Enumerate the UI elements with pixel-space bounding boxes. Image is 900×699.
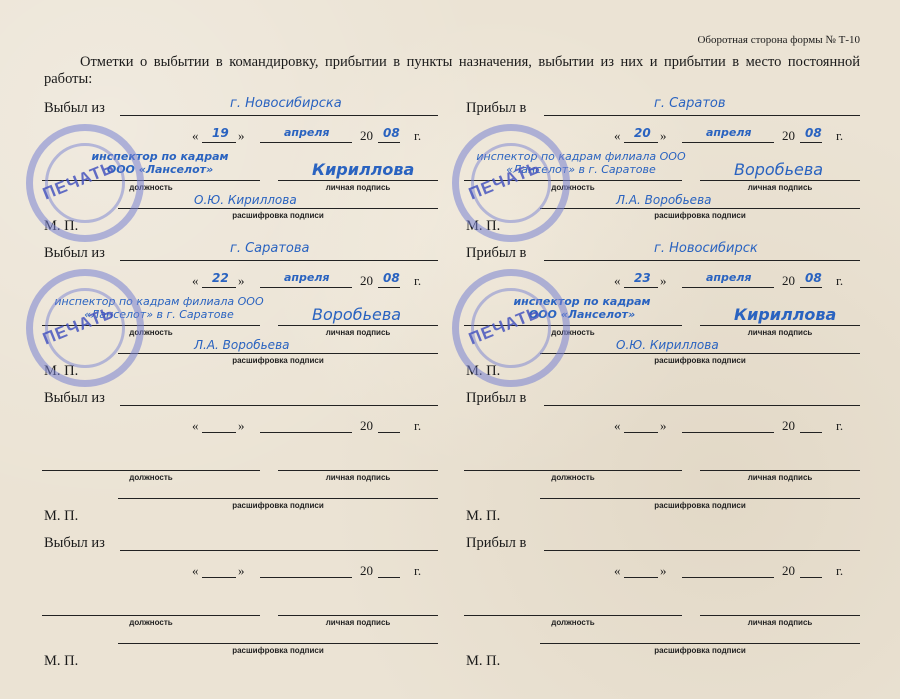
departed-4-position-caption: должность [129,618,173,627]
departed-2-position: инспектор по кадрам филиала ООО «Ланселот» в г. Саратове [54,295,264,321]
arrived-1-open-quote: « [614,128,621,143]
departed-4-signature-caption: личная подпись [325,618,391,627]
stamp-text: ПЕЧАТЬ [40,302,118,349]
departed-2-signature: Воробьева [312,305,402,324]
departed-4-label: Выбыл из [44,535,105,551]
departed-2-close-quote: » [238,273,245,288]
departed-2-mp: М. П. [44,363,79,379]
arrived-4-year-suffix: г. [836,563,844,578]
arrived-2-month-line[interactable] [682,287,774,288]
arrived-4-decoding-line[interactable] [540,643,860,644]
arrived-1-year-line[interactable] [800,142,822,143]
departed-4-position-line[interactable] [42,615,260,616]
arrived-1-close-quote: » [660,128,667,143]
stamp-text: ПЕЧАТЬ [40,157,118,204]
departed-1-century: 20 [360,128,373,143]
stamp-text: ПЕЧАТЬ [466,157,544,204]
arrived-4-place-line[interactable] [544,550,860,551]
departed-2-month-line[interactable] [260,287,352,288]
arrived-2-label: Прибыл в [466,245,527,261]
arrived-3-decoding-caption: расшифровка подписи [654,501,746,510]
departed-2-position-caption: должность [129,328,173,337]
arrived-2-position: инспектор по кадрам ООО «Ланселот» [513,295,651,321]
departed-1-place-line[interactable] [120,115,438,116]
departed-1-signature-line[interactable] [278,180,438,181]
arrived-2-day-line[interactable] [624,287,658,288]
arrived-2-decoding-caption: расшифровка подписи [654,356,746,365]
arrived-4-label: Прибыл в [466,535,527,551]
arrived-1-stamp [452,124,570,242]
arrived-2-month: апреля [706,271,752,284]
arrived-2-signature: Кириллова [734,305,837,324]
departed-2-open-quote: « [192,273,199,288]
departed-2-place-line[interactable] [120,260,438,261]
arrived-4-signature-line[interactable] [700,615,860,616]
departed-1-place: г. Новосибирска [230,96,342,111]
departed-3-label: Выбыл из [44,390,105,406]
arrived-1-decoding: Л.А. Воробьева [616,193,712,207]
departed-2-label: Выбыл из [44,245,105,261]
departed-4-decoding-line[interactable] [118,643,438,644]
departed-1-signature: Кириллова [312,160,415,179]
arrived-2-year-suffix: г. [836,273,844,288]
departed-3-century: 20 [360,418,373,433]
arrived-4-close-quote: » [660,563,667,578]
departed-4-year-suffix: г. [414,563,422,578]
departed-1-year-suffix: г. [414,128,422,143]
departed-4-open-quote: « [192,563,199,578]
departed-2-signature-line[interactable] [278,325,438,326]
arrived-1-position: инспектор по кадрам филиала ООО «Ланселот» в г. Саратове [476,150,686,176]
departed-3-signature-line[interactable] [278,470,438,471]
departed-2-century: 20 [360,273,373,288]
arrived-3-position-caption: должность [551,473,595,482]
arrived-1-month: апреля [706,126,752,139]
departed-2-decoding-caption: расшифровка подписи [232,356,324,365]
arrived-4-century: 20 [782,563,795,578]
departed-4-day-line[interactable] [202,577,236,578]
arrived-3-year-suffix: г. [836,418,844,433]
arrived-2-position-caption: должность [551,328,595,337]
departed-1-month: апреля [284,126,330,139]
arrived-3-place-line[interactable] [544,405,860,406]
departed-3-year-suffix: г. [414,418,422,433]
arrived-1-place: г. Саратов [654,96,726,111]
arrived-3-signature-line[interactable] [700,470,860,471]
departed-1-close-quote: » [238,128,245,143]
departed-1-decoding: О.Ю. Кириллова [194,193,297,207]
arrived-2-place-line[interactable] [544,260,860,261]
departed-1-decoding-line[interactable] [118,208,438,209]
arrived-4-decoding-caption: расшифровка подписи [654,646,746,655]
departed-1-mp: М. П. [44,218,79,234]
departed-2-decoding-line[interactable] [118,353,438,354]
departed-3-year-line[interactable] [378,432,400,433]
arrived-2-open-quote: « [614,273,621,288]
departed-2-day: 22 [212,271,229,285]
intro-text: Отметки о выбытии в командировку, прибытии в пункты назначения, выбытии из них и прибытии в место постоянной работы: [44,54,860,87]
departed-2-year-line[interactable] [378,287,400,288]
arrived-4-position-line[interactable] [464,615,682,616]
arrived-3-day-line[interactable] [624,432,658,433]
arrived-4-day-line[interactable] [624,577,658,578]
arrived-4-signature-caption: личная подпись [747,618,813,627]
arrived-2-signature-line[interactable] [700,325,860,326]
departed-4-year-line[interactable] [378,577,400,578]
departed-3-decoding-caption: расшифровка подписи [232,501,324,510]
arrived-3-decoding-line[interactable] [540,498,860,499]
arrived-4-open-quote: « [614,563,621,578]
departed-2-year-suffix: г. [414,273,422,288]
departed-2-day-line[interactable] [202,287,236,288]
arrived-2-close-quote: » [660,273,667,288]
departed-1-year-line[interactable] [378,142,400,143]
arrived-4-mp: М. П. [466,653,501,669]
departed-1-open-quote: « [192,128,199,143]
arrived-1-decoding-line[interactable] [540,208,860,209]
arrived-2-century: 20 [782,273,795,288]
arrived-2-decoding: О.Ю. Кириллова [616,338,719,352]
arrived-2-decoding-line[interactable] [540,353,860,354]
departed-2-decoding: Л.А. Воробьева [194,338,290,352]
departed-4-century: 20 [360,563,373,578]
arrived-1-signature: Воробьева [734,160,824,179]
arrived-3-century: 20 [782,418,795,433]
departed-2-stamp [26,269,144,387]
departed-3-decoding-line[interactable] [118,498,438,499]
departed-3-open-quote: « [192,418,199,433]
arrived-2-year-line[interactable] [800,287,822,288]
arrived-2-place: г. Новосибирск [654,241,758,256]
arrived-3-open-quote: « [614,418,621,433]
departed-2-place: г. Саратова [230,241,310,256]
departed-3-position-line[interactable] [42,470,260,471]
arrived-1-signature-line[interactable] [700,180,860,181]
departed-3-day-line[interactable] [202,432,236,433]
arrived-3-position-line[interactable] [464,470,682,471]
arrived-1-label: Прибыл в [466,100,527,116]
departed-4-close-quote: » [238,563,245,578]
stamp-text: ПЕЧАТЬ [466,302,544,349]
arrived-1-day-line[interactable] [624,142,658,143]
arrived-1-year: 08 [805,126,822,140]
arrived-4-year-line[interactable] [800,577,822,578]
departed-1-year: 08 [383,126,400,140]
arrived-3-label: Прибыл в [466,390,527,406]
arrived-3-month-line[interactable] [682,432,774,433]
arrived-3-mp: М. П. [466,508,501,524]
arrived-4-position-caption: должность [551,618,595,627]
arrived-1-day: 20 [634,126,651,140]
arrived-1-century: 20 [782,128,795,143]
departed-4-signature-line[interactable] [278,615,438,616]
arrived-1-month-line[interactable] [682,142,774,143]
departed-3-place-line[interactable] [120,405,438,406]
departed-1-label: Выбыл из [44,100,105,116]
arrived-3-close-quote: » [660,418,667,433]
departed-2-year: 08 [383,271,400,285]
departed-3-signature-caption: личная подпись [325,473,391,482]
departed-1-signature-caption: личная подпись [325,183,391,192]
arrived-2-day: 23 [634,271,651,285]
form-number: Оборотная сторона формы № Т-10 [697,34,860,46]
departed-1-stamp [26,124,144,242]
departed-1-day-line[interactable] [202,142,236,143]
arrived-2-year: 08 [805,271,822,285]
arrived-3-signature-caption: личная подпись [747,473,813,482]
departed-1-day: 19 [212,126,229,140]
departed-2-month: апреля [284,271,330,284]
departed-1-month-line[interactable] [260,142,352,143]
departed-1-position: инспектор по кадрам ООО «Ланселот» [91,150,229,176]
departed-3-mp: М. П. [44,508,79,524]
arrived-2-signature-caption: личная подпись [747,328,813,337]
arrived-3-year-line[interactable] [800,432,822,433]
departed-4-month-line[interactable] [260,577,352,578]
arrived-1-position-caption: должность [551,183,595,192]
arrived-1-decoding-caption: расшифровка подписи [654,211,746,220]
departed-1-decoding-caption: расшифровка подписи [232,211,324,220]
departed-1-position-caption: должность [129,183,173,192]
departed-4-mp: М. П. [44,653,79,669]
departed-3-close-quote: » [238,418,245,433]
arrived-2-stamp [452,269,570,387]
arrived-2-mp: М. П. [466,363,501,379]
arrived-1-signature-caption: личная подпись [747,183,813,192]
arrived-1-year-suffix: г. [836,128,844,143]
arrived-4-month-line[interactable] [682,577,774,578]
arrived-1-mp: М. П. [466,218,501,234]
departed-3-position-caption: должность [129,473,173,482]
arrived-1-place-line[interactable] [544,115,860,116]
departed-4-place-line[interactable] [120,550,438,551]
departed-4-decoding-caption: расшифровка подписи [232,646,324,655]
departed-3-month-line[interactable] [260,432,352,433]
departed-2-signature-caption: личная подпись [325,328,391,337]
